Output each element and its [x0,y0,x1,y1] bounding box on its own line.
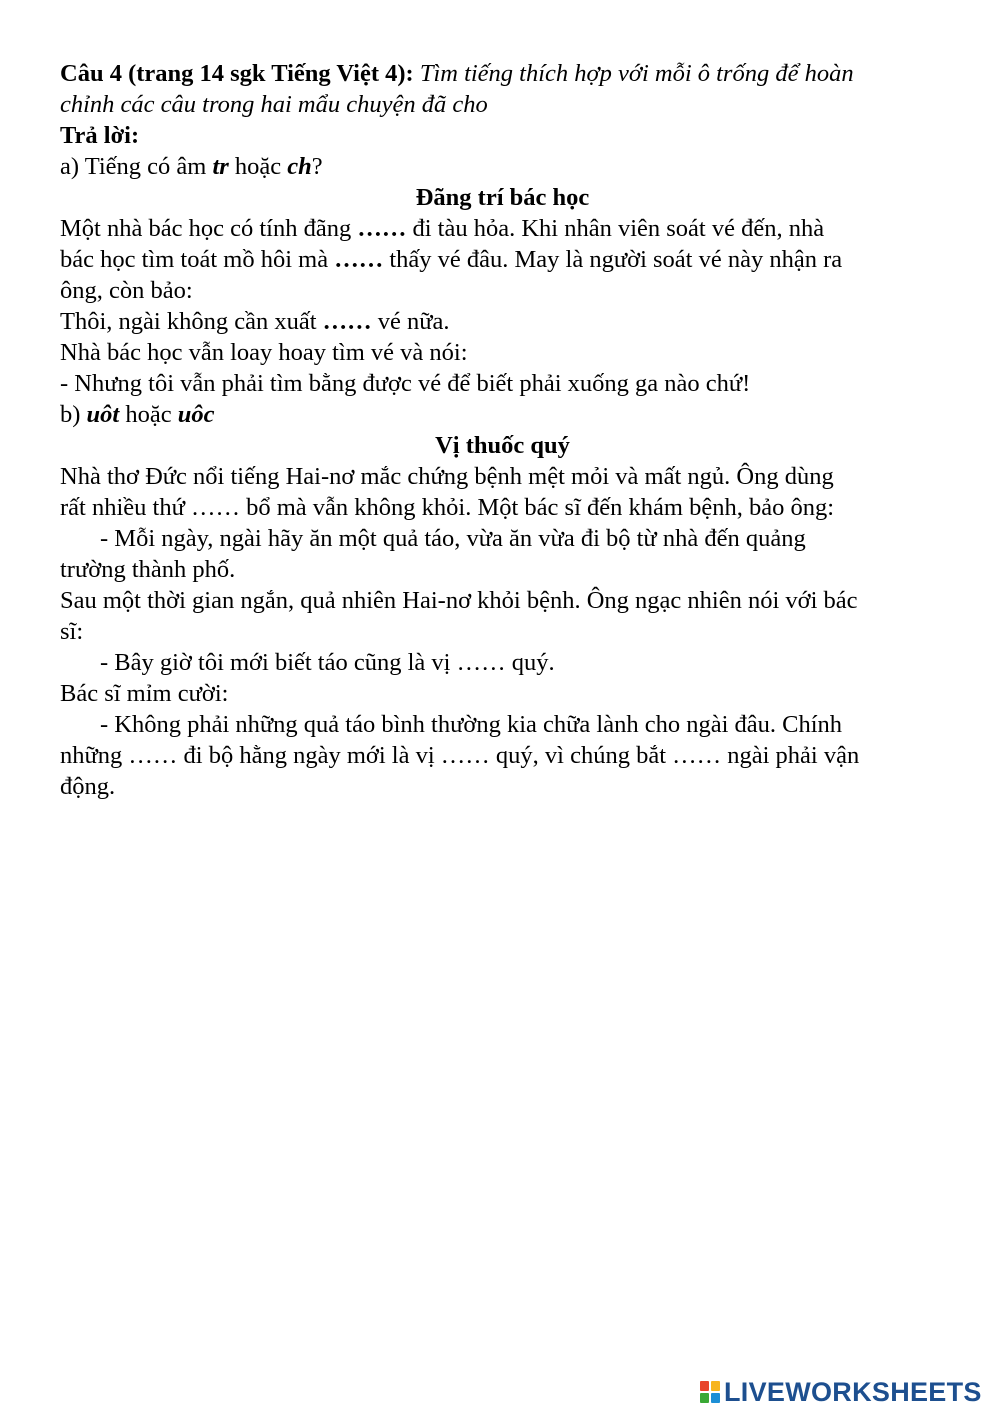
part-a-prefix: a) Tiếng có âm [60,153,213,180]
story1-line1: Một nhà bác học có tính đãng …… đi tàu hỏa. Khi nhân viên soát vé đến, nhà [60,215,825,242]
story1-title: Đãng trí bác học [415,184,590,211]
logo-square-green [700,1393,709,1403]
story2-line8: Bác sĩ mỉm cười: [60,680,229,707]
answer-label: Trả lời: [60,122,140,149]
story2-line5: Sau một thời gian ngắn, quả nhiên Hai-nơ khỏi bệnh. Ông ngạc nhiên nói với bác [60,587,858,614]
story2-line10: những …… đi bộ hằng ngày mới là vị …… quý, vì chúng bắt …… ngài phải vận [60,742,860,769]
blank-field[interactable]: …… [334,246,384,273]
story2-line11: động. [60,773,116,800]
logo-square-yellow [711,1381,720,1391]
part-b-sound2: uôc [177,401,215,428]
part-b-prefix: b) [60,401,87,428]
blank-field[interactable]: …… [357,215,407,242]
question-prompt-cont: chỉnh các câu trong hai mẩu chuyện đã cho [60,91,488,118]
story2-line1: Nhà thơ Đức nổi tiếng Hai-nơ mắc chứng bệnh mệt mỏi và mất ngủ. Ông dùng [60,463,834,490]
story1-line2: bác học tìm toát mồ hôi mà …… thấy vé đâu. May là người soát vé này nhận ra [60,246,843,273]
logo-icon [700,1381,720,1403]
question-prompt: Tìm tiếng thích hợp với mỗi ô trống để hoàn [419,60,854,87]
part-b-middle: hoặc [119,401,178,428]
story2-line4: trường thành phố. [60,556,236,583]
part-a-heading [60,151,945,182]
part-a-sound2: ch [287,153,312,180]
story2-line2: rất nhiều thứ …… bổ mà vẫn không khỏi. Một bác sĩ đến khám bệnh, bảo ông: [60,494,835,521]
part-a-sound1: tr [212,153,229,180]
part-a-suffix: ? [311,153,323,180]
liveworksheets-logo [700,1376,982,1407]
story2-title: Vị thuốc quý [435,432,570,459]
part-a-middle: hoặc [228,153,288,180]
story2-line9: - Không phải những quả táo bình thường kia chữa lành cho ngài đâu. Chính [100,711,843,738]
blank-field[interactable]: …… [322,308,372,335]
story2-line3: - Mỗi ngày, ngài hãy ăn một quả táo, vừa ăn vừa đi bộ từ nhà đến quảng [100,525,806,552]
logo-text: LIVEWORKSHEETS [724,1376,982,1407]
story1-line4: Thôi, ngài không cần xuất …… vé nữa. [60,308,450,335]
worksheet-content [60,58,945,802]
part-b-heading [60,399,945,430]
question-label: Câu 4 (trang 14 sgk Tiếng Việt 4): [60,60,414,87]
part-b-sound1: uôt [86,401,120,428]
logo-square-blue [711,1393,720,1403]
story1-line3: ông, còn bảo: [60,277,193,304]
logo-square-red [700,1381,709,1391]
story2-line6: sĩ: [60,618,84,645]
story1-line6: - Nhưng tôi vẫn phải tìm bằng được vé để biết phải xuống ga nào chứ! [60,370,751,397]
story1-line5: Nhà bác học vẫn loay hoay tìm vé và nói: [60,339,468,366]
story2-line7: - Bây giờ tôi mới biết táo cũng là vị …… quý. [100,649,555,676]
question-heading [60,58,945,89]
